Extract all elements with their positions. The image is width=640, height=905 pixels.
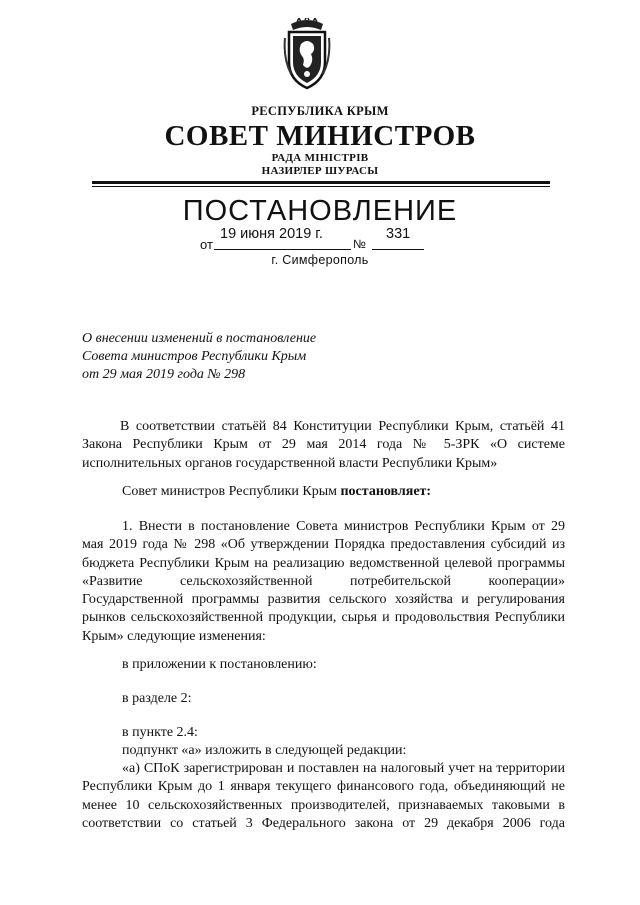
decree-date: 19 июня 2019 г.	[220, 226, 323, 242]
number-sign-label: №	[353, 237, 366, 251]
subpoint-paragraph: подпункт «а» изложить в следующей редакции:	[122, 743, 407, 758]
council-title-ukrainian: РАДА МІНІСТРІВ	[271, 152, 369, 164]
resolution-paragraph	[82, 483, 565, 501]
subject-line: Совета министров Республики Крым	[82, 349, 307, 364]
resolution-verb: постановляет:	[340, 484, 432, 499]
date-prefix-label: от	[200, 237, 213, 252]
subject-line: от 29 мая 2019 года № 298	[82, 367, 246, 382]
subject-line: О внесении изменений в постановление	[82, 331, 317, 346]
quoted-amendment-paragraph: «а) СПоК зарегистрирован и поставлен на налоговый учет на территории Республики Крым до 1 января текущего финансового года, объединяющий не менее 10 сельскохозяйственных производителей, признаваемых таковыми в соответствии со статьей 3 Федерального закона от 29 декабря 2006 года	[82, 761, 565, 831]
resolution-text: Совет министров Республики Крым	[122, 484, 341, 499]
document-type-title: ПОСТАНОВЛЕНИЕ	[182, 195, 458, 227]
city-name: г. Симферополь	[271, 253, 369, 267]
section-paragraph: в разделе 2:	[122, 691, 192, 706]
council-title: СОВЕТ МИНИСТРОВ	[164, 120, 476, 152]
header-divider	[92, 181, 550, 187]
date-number-line	[200, 226, 430, 252]
preamble-paragraph: В соответствии статьёй 84 Конституции Республики Крым, статьёй 41 Закона Республики Крым от 29 мая 2014 года № 5-ЗРК «О системе исполнительных органов государственной власти Республики Крым»	[82, 419, 565, 471]
council-title-crimean-tatar: НАЗИРЛЕР ШУРАСЫ	[261, 165, 379, 177]
coat-of-arms-emblem	[283, 18, 331, 90]
republic-name: РЕСПУБЛИКА КРЫМ	[251, 104, 389, 118]
item-1-paragraph: 1. Внести в постановление Совета министров Республики Крым от 29 мая 2019 года № 298 «Об утверждении Порядка предоставления субсидий из бюджета Республики Крым на реализацию ведомственной целевой программы «Развитие сельскохозяйственной потребительской кооперации» Государственной программы развития сельского хозяйства и регулирования рынков сельскохозяйственной продукции, сырья и продовольствия Республики Крым» следующие изменения:	[82, 519, 565, 644]
decree-number: 331	[386, 226, 411, 242]
date-underline	[214, 249, 351, 250]
appendix-paragraph: в приложении к постановлению:	[122, 657, 317, 672]
point-paragraph: в пункте 2.4:	[122, 725, 198, 740]
decree-subject	[82, 330, 316, 384]
number-underline	[372, 249, 424, 250]
